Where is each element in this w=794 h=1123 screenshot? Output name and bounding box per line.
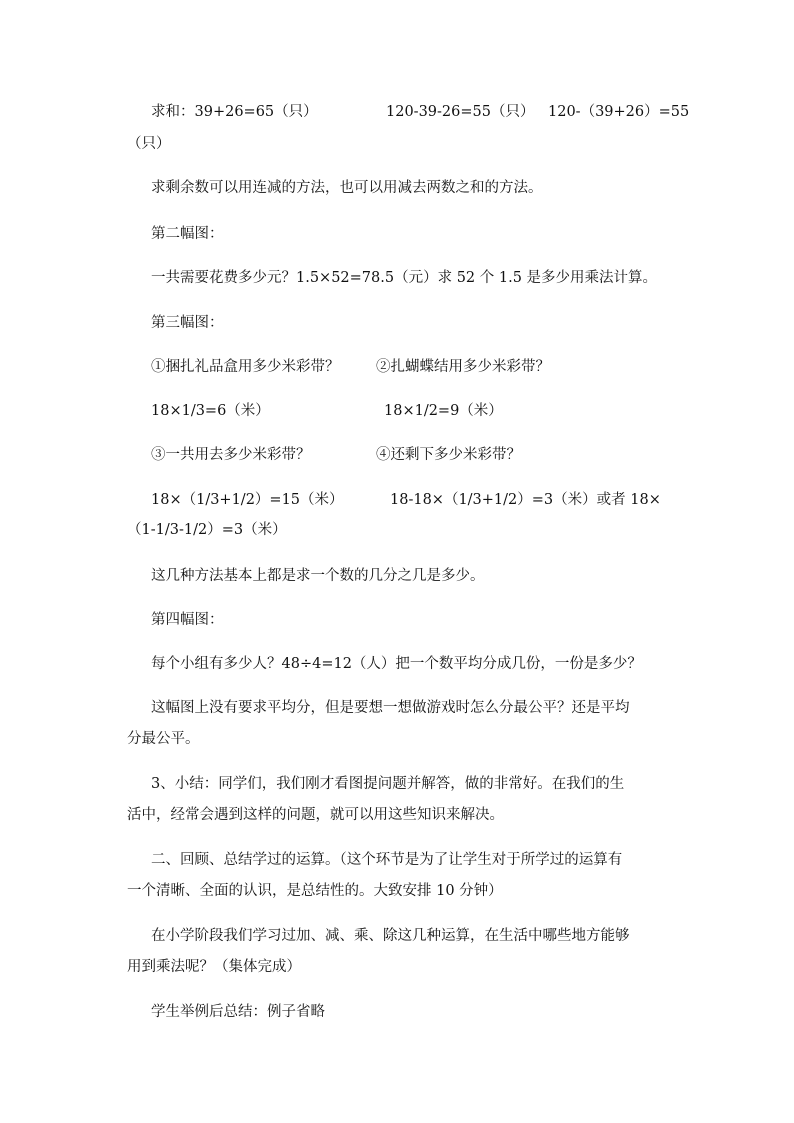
heading-fourth-figure: 第四幅图： xyxy=(151,612,224,628)
answer-4-continuation: （1-1/3-1/2）=3（米） xyxy=(127,522,287,538)
summary-line1: 3、小结：同学们，我们刚才看图提问题并解答，做的非常好。在我们的生 xyxy=(151,776,625,792)
heading-third-figure: 第三幅图： xyxy=(151,315,224,331)
question-3: ③一共用去多少米彩带？ xyxy=(151,447,311,463)
question-1: ①捆扎礼品盒用多少米彩带？ xyxy=(151,359,340,375)
question-4: ④还剩下多少米彩带？ xyxy=(376,447,521,463)
answer-3: 18×（1/3+1/2）=15（米） xyxy=(151,492,344,508)
review-line2: 一个清晰、全面的认识，是总结性的。大致安排 10 分钟） xyxy=(127,883,503,899)
subtract-line: 120-39-26=55（只） xyxy=(386,104,535,120)
answer-2: 18×1/2=9（米） xyxy=(384,403,503,419)
answer-4: 18-18×（1/3+1/2）=3（米）或者 18× xyxy=(390,492,661,508)
paragraph-fraction: 这几种方法基本上都是求一个数的几分之几是多少。 xyxy=(151,568,485,584)
operations-line2: 用到乘法呢？（集体完成） xyxy=(127,959,301,975)
paragraph-remaining: 求剩余数可以用连减的方法，也可以用减去两数之和的方法。 xyxy=(151,180,543,196)
operations-line1: 在小学阶段我们学习过加、减、乘、除这几种运算，在生活中哪些地方能够 xyxy=(151,928,630,944)
sum-line: 求和：39+26=65（只） xyxy=(151,104,318,120)
review-line1: 二、回顾、总结学过的运算。（这个环节是为了让学生对于所学过的运算有 xyxy=(151,852,623,868)
paragraph-fair-line1: 这幅图上没有要求平均分，但是要想一想做游戏时怎么分最公平？还是平均 xyxy=(151,700,630,716)
parenthesis-line: 120-（39+26）=55 xyxy=(548,104,690,120)
heading-second-figure: 第二幅图： xyxy=(151,226,224,242)
question-2: ②扎蝴蝶结用多少米彩带？ xyxy=(376,359,550,375)
summary-line2: 活中，经常会遇到这样的问题，就可以用这些知识来解决。 xyxy=(127,807,504,823)
paragraph-cost: 一共需要花费多少元？1.5×52=78.5（元）求 52 个 1.5 是多少用乘法计算。 xyxy=(151,270,658,286)
answer-1: 18×1/3=6（米） xyxy=(151,403,270,419)
example-summary: 学生举例后总结：例子省略 xyxy=(151,1004,325,1020)
paragraph-group: 每个小组有多少人？48÷4=12（人）把一个数平均分成几份，一份是多少？ xyxy=(151,656,642,672)
paragraph-fair-line2: 分最公平。 xyxy=(127,731,200,747)
unit-continuation: （只） xyxy=(127,136,171,152)
